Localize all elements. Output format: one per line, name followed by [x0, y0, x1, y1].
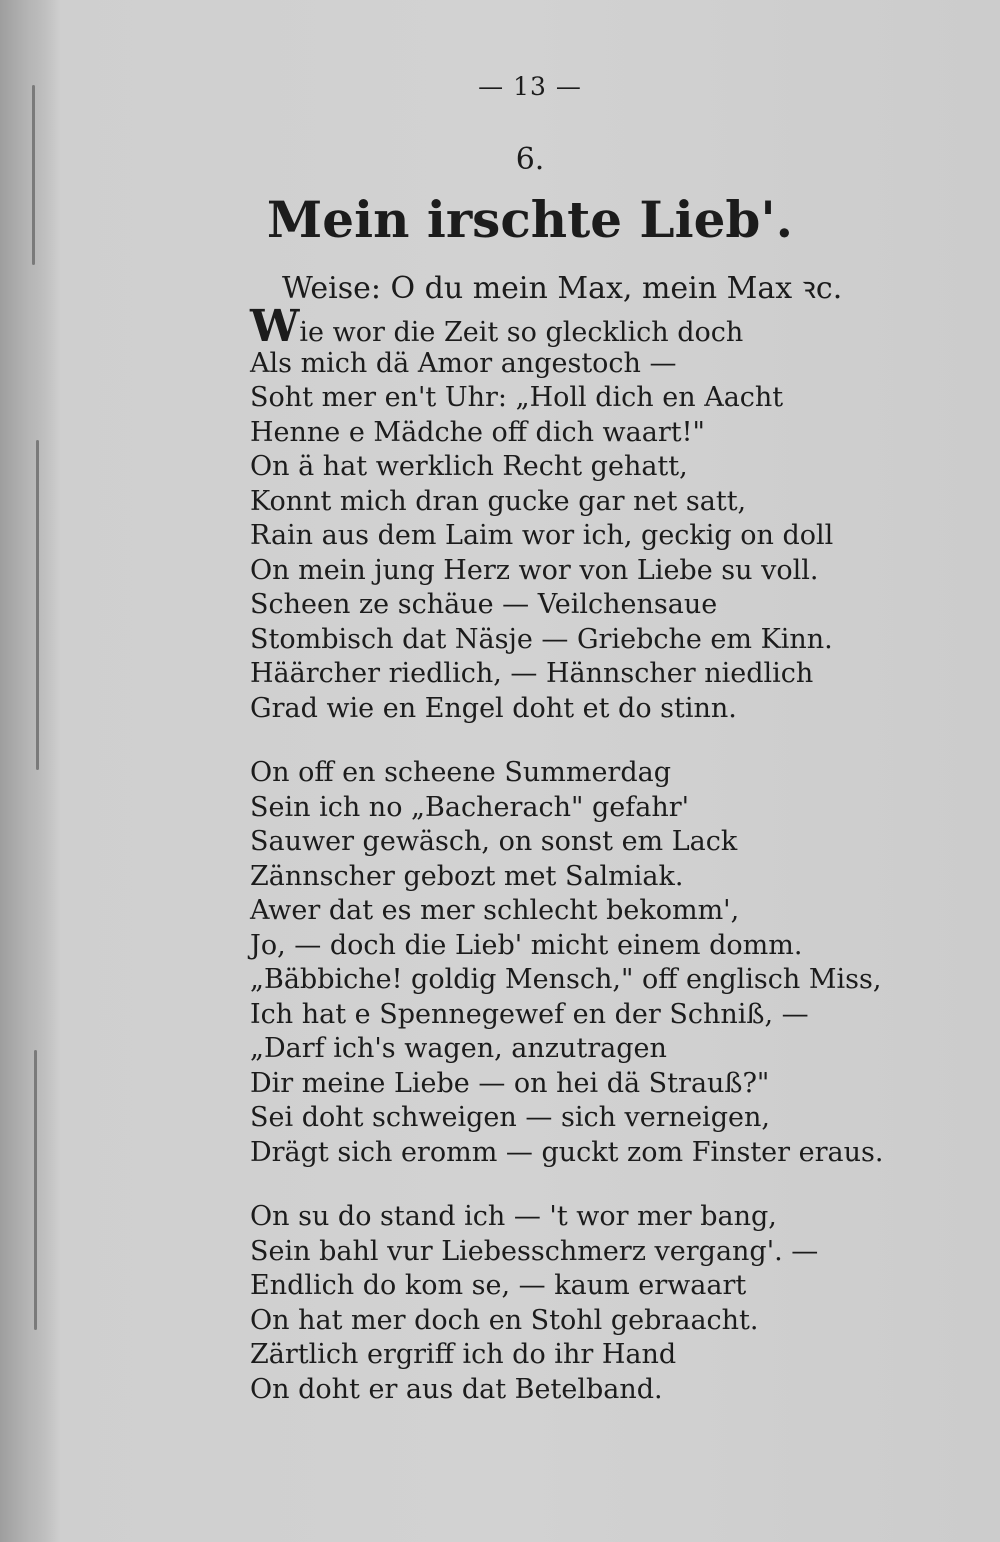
verse-line: Zännscher gebozt met Salmiak.	[250, 860, 684, 892]
verse-line: On hat mer doch en Stohl gebraacht.	[250, 1304, 759, 1336]
stanza-1	[250, 301, 834, 726]
verse-line: Als mich dä Amor angestoch —	[250, 347, 677, 379]
verse-line: On off en scheene Summerdag	[250, 757, 671, 788]
verse-line: Stombisch dat Näsje — Griebche em Kinn.	[250, 623, 833, 655]
poem-title: Mein irschte Lieb'.	[266, 190, 794, 249]
verse-line: Sein ich no „Bacherach" gefahr'	[250, 791, 690, 823]
verse-line: Zärtlich ergriff ich do ihr Hand	[250, 1339, 677, 1370]
verse-line: On ä hat werklich Recht gehatt,	[250, 451, 688, 482]
verse-line: Häärcher riedlich, — Hännscher niedlich	[250, 658, 814, 689]
verse-line: Rain aus dem Laim wor ich, geckig on doll	[250, 520, 834, 551]
verse-line: On mein jung Herz wor von Liebe su voll.	[250, 554, 819, 586]
page-number: — 13 —	[478, 72, 582, 101]
drop-cap: W	[250, 301, 300, 352]
verse-line: Sei doht schweigen — sich verneigen,	[250, 1102, 770, 1133]
verse-line: Sauwer gewäsch, on sonst em Lack	[250, 826, 738, 857]
verse-line: Dir meine Liebe — on hei dä Strauß?"	[250, 1067, 770, 1099]
stanza-2	[250, 756, 883, 1170]
verse-line: On su do stand ich — 't wor mer bang,	[250, 1201, 777, 1232]
verse-line: Grad wie en Engel doht et do stinn.	[250, 692, 737, 724]
verse-line: „Darf ich's wagen, anzutragen	[250, 1033, 667, 1064]
binding-thread	[34, 1050, 37, 1330]
verse-line: Scheen ze schäue — Veilchensaue	[250, 589, 718, 620]
verse-line: On doht er aus dat Betelband.	[250, 1373, 663, 1405]
verse-line: Wie wor die Zeit so glecklich doch	[250, 301, 744, 352]
verse-line: Soht mer en't Uhr: „Holl dich en Aacht	[250, 382, 784, 413]
verse-line: Drägt sich eromm — guckt zom Finster eraus.	[250, 1136, 884, 1168]
verse-line: Konnt mich dran gucke gar net satt,	[250, 485, 747, 517]
verse-line: Ich hat e Spennegewef en der Schniß, —	[250, 998, 809, 1030]
verse-line: „Bäbbiche! goldig Mensch," off englisch Miss,	[250, 964, 882, 995]
poem-number: 6.	[515, 142, 545, 177]
stanza-3	[250, 1200, 818, 1407]
verse-line: Henne e Mädche off dich waart!"	[250, 416, 705, 448]
verse-line: Sein bahl vur Liebesschmerz vergang'. —	[250, 1235, 819, 1267]
binding-thread	[36, 440, 39, 770]
verse-line: Awer dat es mer schlecht bekomm',	[250, 895, 740, 926]
verse-line: Jo, — doch die Lieb' micht einem domm.	[250, 929, 803, 961]
melody-note: Weise: O du mein Max, mein Max ꝛc.	[282, 271, 843, 306]
verse-line: Endlich do kom se, — kaum erwaart	[250, 1270, 747, 1301]
